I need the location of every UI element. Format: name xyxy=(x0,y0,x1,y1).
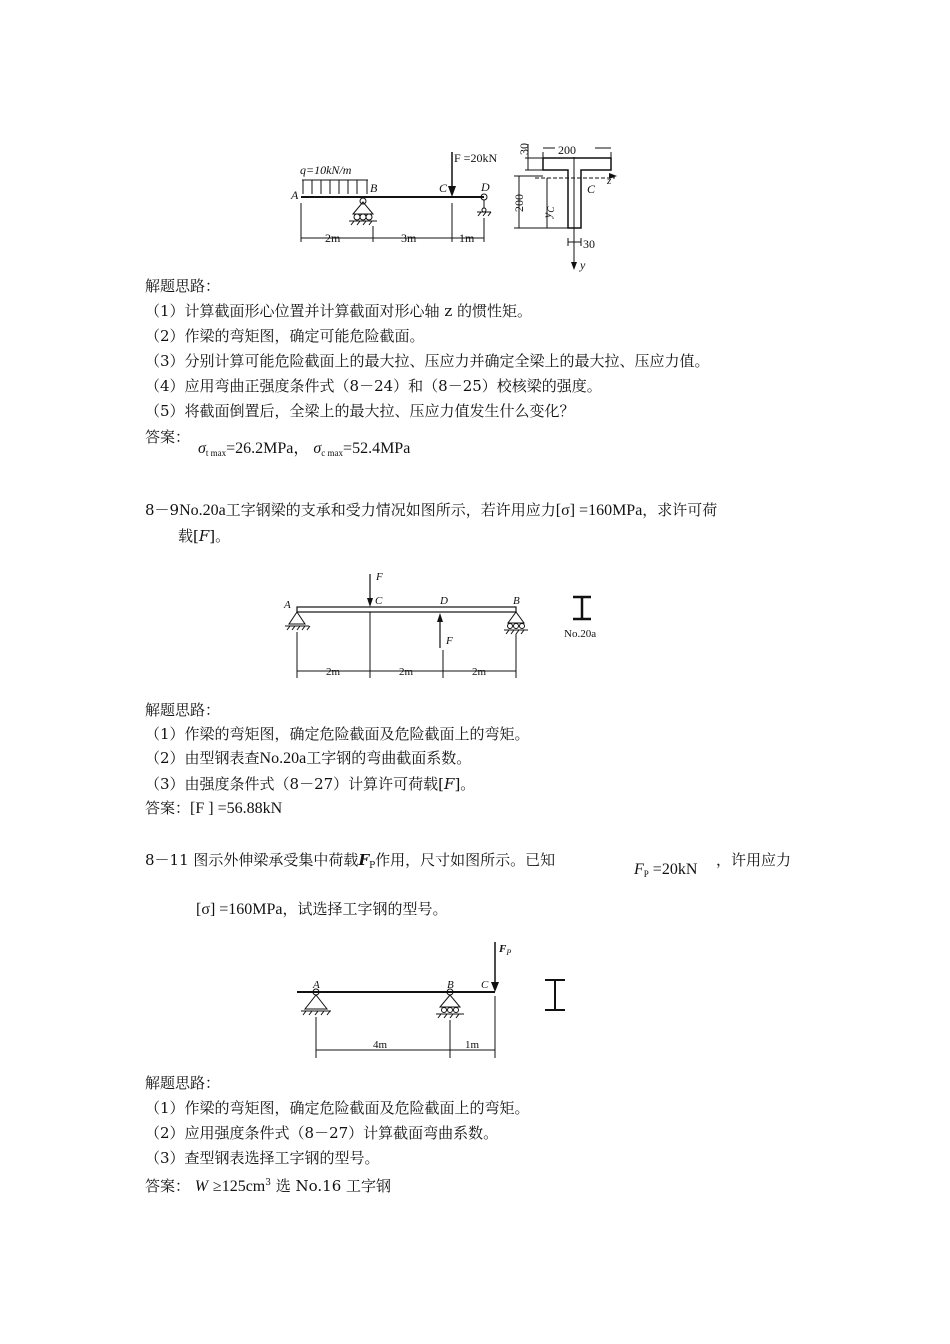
p1-step-5: （5）将截面倒置后，全梁上的最大拉、压应力值发生什么变化？ xyxy=(145,402,575,420)
fig2-point-c: C xyxy=(375,595,383,607)
p2-heading: 解题思路： xyxy=(145,701,221,719)
fig3-dim-4m: 4m xyxy=(373,1039,388,1051)
fig2-force-f-down: F xyxy=(376,571,383,583)
p2-statement-cont: 载[F]。 xyxy=(178,527,231,545)
point-b: B xyxy=(370,181,378,195)
axis-y: y xyxy=(580,258,586,272)
dim-top-width: 200 xyxy=(558,143,576,157)
p3-step-2: （2）应用强度条件式（8－27）计算截面弯曲系数。 xyxy=(145,1124,499,1142)
fig2-support-b-icon xyxy=(504,612,528,634)
fig2-point-a: A xyxy=(284,599,291,611)
p3-statement: 8－11 图示外伸梁承受集中荷载$F_P$作用，尺寸如图所示。已知 xyxy=(145,851,556,871)
dim-web: 30 xyxy=(583,237,595,251)
p2-step-3: （3）由强度条件式（8－27）计算许可荷载[F]。 xyxy=(145,775,476,793)
dim-height: 200 xyxy=(512,194,526,212)
fig3-dim-1m: 1m xyxy=(465,1039,480,1051)
support-b-icon xyxy=(349,198,377,225)
p3-statement-cont: [σ] =160MPa，试选择工字钢的型号。 xyxy=(196,900,448,918)
fig2-point-b: B xyxy=(513,595,520,607)
fig2-force-up-icon xyxy=(437,613,443,622)
dim-flange: 30 xyxy=(517,143,531,155)
centroid-c: C xyxy=(587,182,596,196)
fig2-force-f-up: F xyxy=(446,635,453,647)
point-a: A xyxy=(291,188,299,202)
fig2-section-label: No.20a xyxy=(564,628,597,640)
p3-step-3: （3）查型钢表选择工字钢的型号。 xyxy=(145,1149,380,1167)
force-f-label: F =20kN xyxy=(454,151,498,165)
point-d: D xyxy=(481,180,490,194)
p1-step-2: （2）作梁的弯矩图，确定可能危险截面。 xyxy=(145,327,425,345)
force-arrow-icon xyxy=(448,186,456,197)
p3-heading: 解题思路： xyxy=(145,1074,221,1092)
dim-3m: 3m xyxy=(401,231,417,245)
p1-step-1: （1）计算截面形心位置并计算截面对形心轴 z 的惯性矩。 xyxy=(145,302,532,320)
fig2-point-d: D xyxy=(440,595,448,607)
fig3-point-a: A xyxy=(313,979,320,991)
p3-step-1: （1）作梁的弯矩图，确定危险截面及危险截面上的弯矩。 xyxy=(145,1099,530,1117)
p3-statement-b: ，许用应力 xyxy=(716,851,792,869)
dim-2m: 2m xyxy=(325,231,341,245)
p1-step-3: （3）分别计算可能危险截面上的最大拉、压应力并确定全梁上的最大拉、压应力值。 xyxy=(145,352,710,370)
p1-heading: 解题思路： xyxy=(145,277,221,295)
p2-step-2: （2）由型钢表查No.20a工字钢的弯曲截面系数。 xyxy=(145,749,472,767)
fig2-dim-2: 2m xyxy=(399,666,414,678)
fig2-force-down-icon xyxy=(367,598,373,607)
fig3-fp-label: $F_P$ xyxy=(499,943,512,957)
fig2-dim-1: 2m xyxy=(326,666,341,678)
figure-1-beam xyxy=(285,138,630,273)
p1-answer-label: 答案： xyxy=(145,428,191,446)
p1-step-4: （4）应用弯曲正强度条件式（8－24）和（8－25）校核梁的强度。 xyxy=(145,377,602,395)
dim-yc: $y_C$ xyxy=(540,206,556,218)
fig2-support-a-icon xyxy=(285,612,310,630)
p2-step-1: （1）作梁的弯矩图，确定危险截面及危险截面上的弯矩。 xyxy=(145,725,530,743)
fig3-point-c: C xyxy=(481,979,489,991)
point-c: C xyxy=(439,181,448,195)
fig2-dim-3: 2m xyxy=(472,666,487,678)
fig3-point-b: B xyxy=(447,979,454,991)
p3-answer: 答案： $W \ge 125cm^3$ 选 No.16 工字钢 xyxy=(145,1177,392,1195)
axis-z: z xyxy=(607,175,612,187)
figure-3-beam xyxy=(295,938,585,1060)
figure-2-beam xyxy=(280,566,620,681)
fig3-support-b-icon xyxy=(436,989,464,1018)
fig3-force-fp-icon xyxy=(491,982,499,992)
p2-statement: 8－9No.20a工字钢梁的支承和受力情况如图所示，若许用应力[σ] =160MPa，求许可荷 xyxy=(145,501,718,519)
dim-1m: 1m xyxy=(459,231,475,245)
fig3-i-beam-icon xyxy=(545,980,565,1010)
p1-answer: $\sigma_{t max}=26.2MPa$， $\sigma_{c max}=52.4MPa$ xyxy=(198,440,411,458)
p3-fp-value: $F_P =20kN$ xyxy=(634,861,698,879)
p2-answer: 答案：[F ] =56.88kN xyxy=(145,799,283,817)
load-q-label: q=10kN/m xyxy=(300,163,352,177)
i-beam-icon xyxy=(573,597,591,619)
